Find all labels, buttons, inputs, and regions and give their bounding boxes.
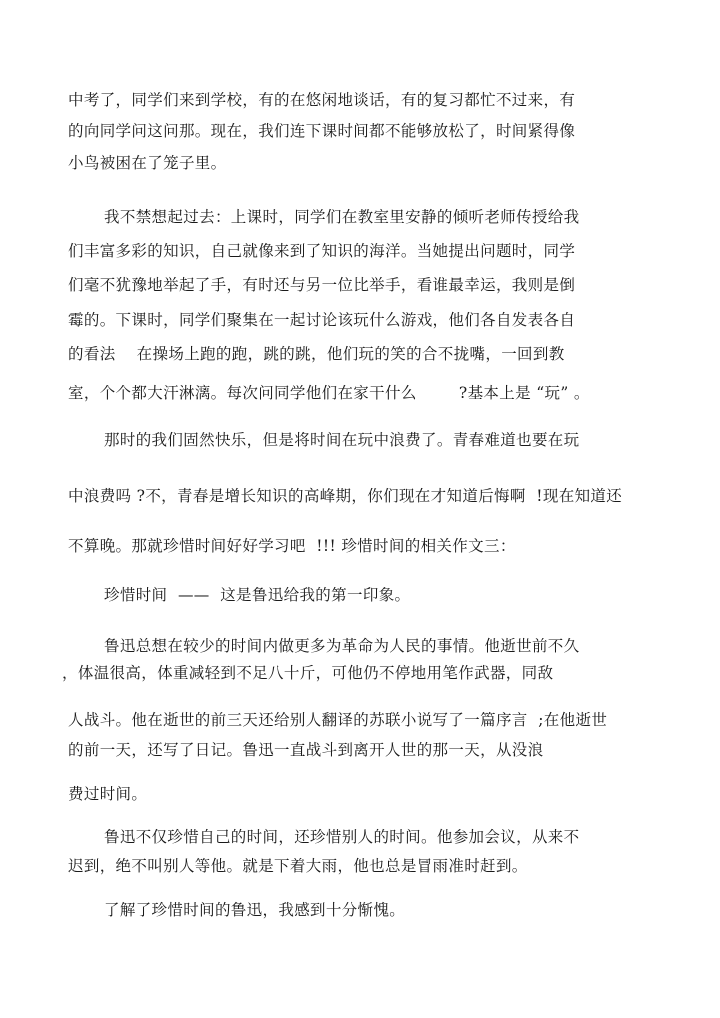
text-line: 霉的。下课时，同学们聚集在一起讨论该玩什么游戏，他们各自发表各自 xyxy=(68,311,576,329)
text-line: 的看法 在操场上跑的跑，跳的跳，他们玩的笑的合不拢嘴，一回到教 xyxy=(68,345,565,363)
text-line: 小鸟被困在了笼子里。 xyxy=(68,154,227,172)
text-line: 鲁迅总想在较少的时间内做更多为革命为人民的事情。他逝世前不久 xyxy=(104,637,580,655)
text-line: 那时的我们固然快乐，但是将时间在玩中浪费了。青春难道也要在玩 xyxy=(104,431,580,449)
text-line: 不算晚。那就珍惜时间好好学习吧 !!! 珍惜时间的相关作文三： xyxy=(68,537,516,555)
text-line: 们丰富多彩的知识，自己就像来到了知识的海洋。当她提出问题时，同学 xyxy=(68,242,576,260)
text-line: 们毫不犹豫地举起了手，有时还与另一位比举手，看谁最幸运，我则是倒 xyxy=(68,276,576,294)
text-line: 的向同学问这问那。现在，我们连下课时间都不能够放松了，时间紧得像 xyxy=(68,122,576,140)
text-line: ，体温很高，体重减轻到不足八十斤，可他仍不停地用笔作武器，同敌 xyxy=(62,664,554,682)
text-line: 中考了，同学们来到学校，有的在悠闲地谈话，有的复习都忙不过来，有 xyxy=(68,91,576,109)
text-line: 了解了珍惜时间的鲁迅，我感到十分惭愧。 xyxy=(104,901,406,919)
text-line: 珍惜时间 —— 这是鲁迅给我的第一印象。 xyxy=(104,586,411,604)
text-line: 人战斗。他在逝世的前三天还给别人翻译的苏联小说写了一篇序言 ;在他逝世 xyxy=(68,711,608,729)
text-line: 鲁迅不仅珍惜自己的时间，还珍惜别人的时间。他参加会议，从来不 xyxy=(104,828,580,846)
text-line: 费过时间。 xyxy=(68,785,148,803)
text-line: 迟到，绝不叫别人等他。就是下着大雨，他也总是冒雨准时赶到。 xyxy=(68,857,528,875)
text-line: 我不禁想起过去：上课时，同学们在教室里安静的倾听老师传授给我 xyxy=(104,208,580,226)
text-line: 室，个个都大汗淋漓。每次问同学他们在家干什么 ?基本上是 “玩” 。 xyxy=(68,384,590,402)
text-line: 的前一天，还写了日记。鲁迅一直战斗到离开人世的那一天，从没浪 xyxy=(68,741,544,759)
text-line: 中浪费吗 ?不，青春是增长知识的高峰期，你们现在才知道后悔啊 !现在知道还 xyxy=(68,487,623,505)
